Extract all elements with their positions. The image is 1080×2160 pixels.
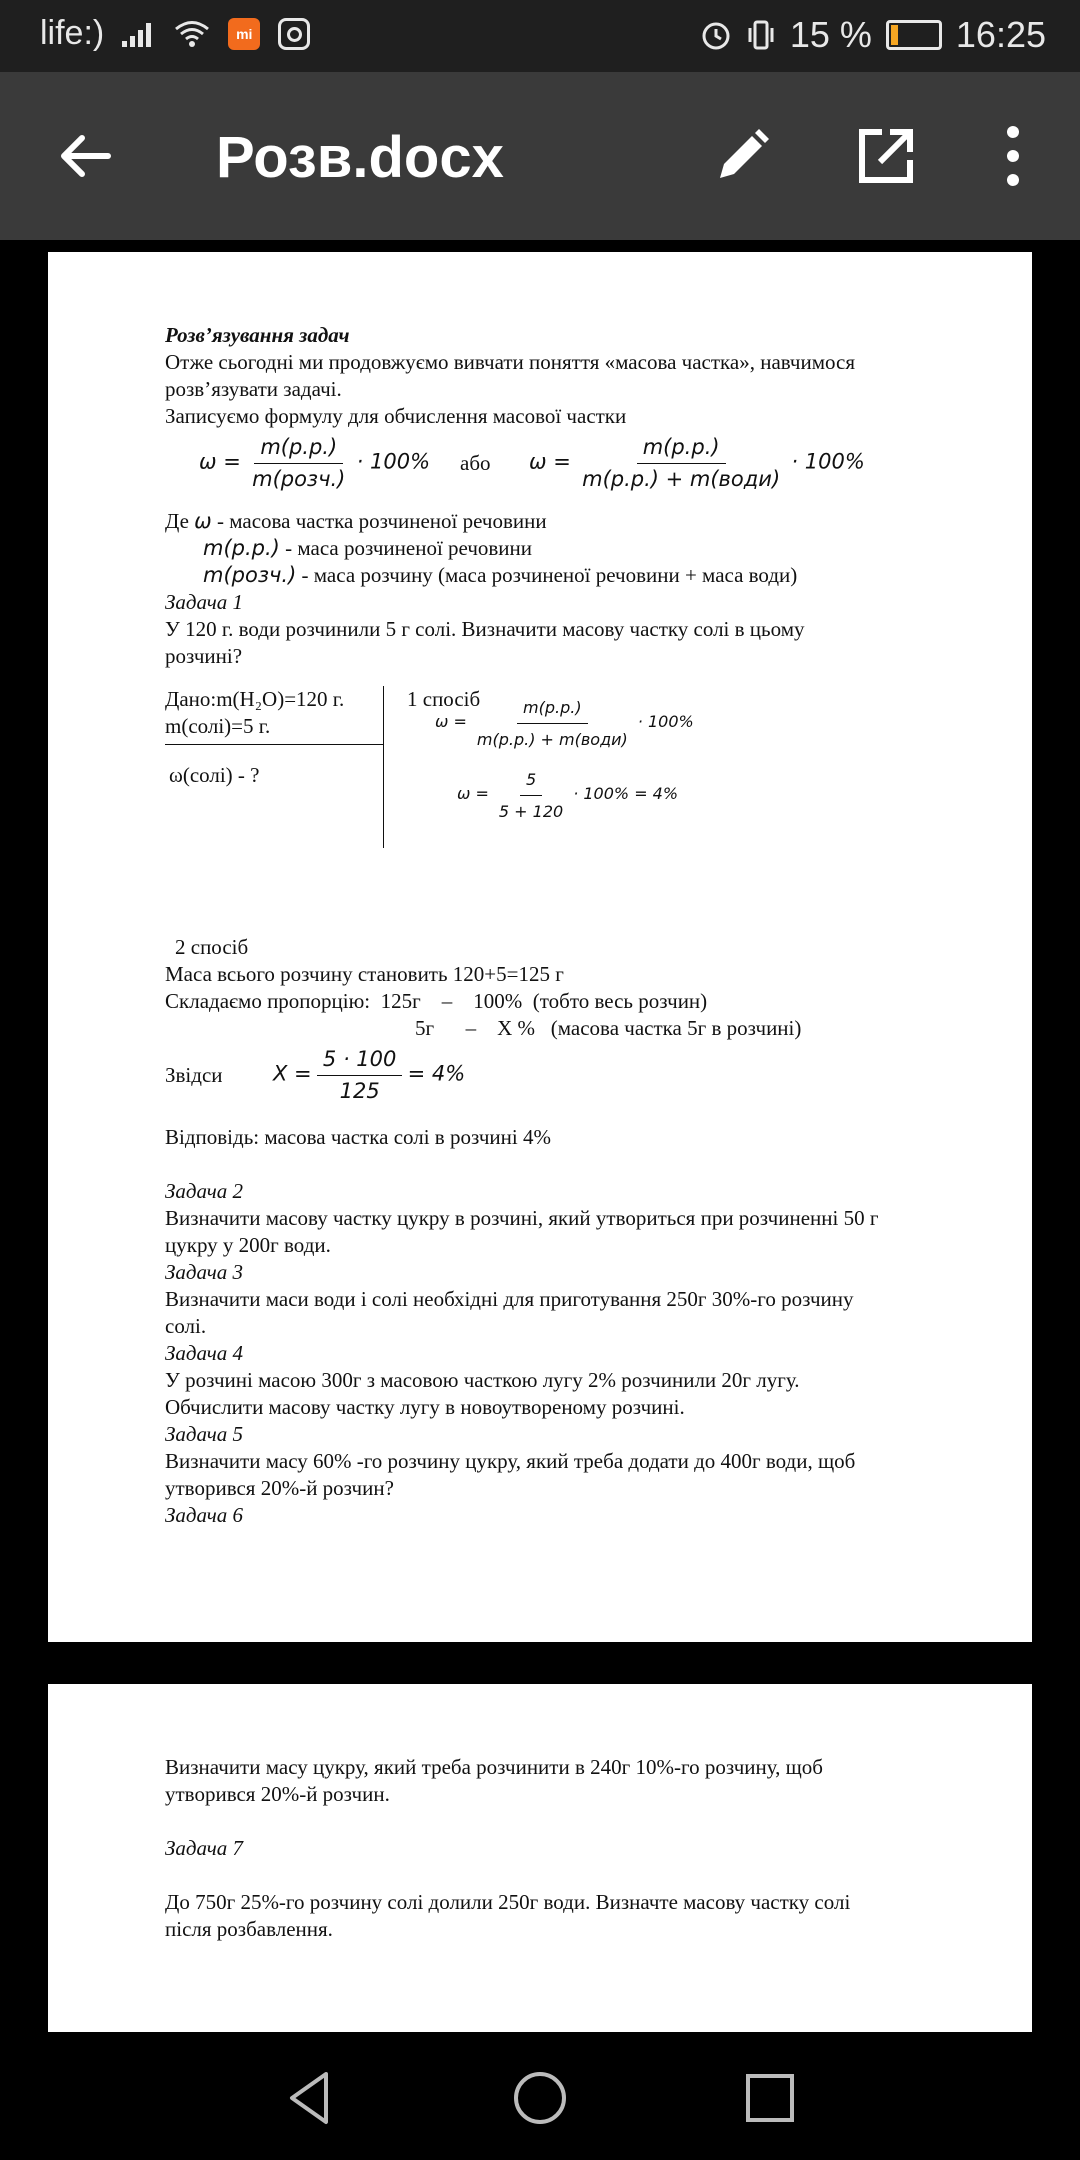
mass-total: Маса всього розчину становить 120+5=125 г xyxy=(165,962,564,986)
battery-icon xyxy=(886,20,942,50)
battery-percent: 15 % xyxy=(789,14,872,55)
nav-back-icon[interactable] xyxy=(280,2068,340,2128)
legend-omega: Де ω - масова частка розчиненої речовини xyxy=(165,509,547,533)
document-title: Розв.docx xyxy=(216,125,504,190)
task-text: Визначити масу цукру, який треба розчинити в 240г 10%-го розчину, щоб xyxy=(165,1755,823,1779)
page-2-content xyxy=(165,1754,945,1943)
intro-line: розв’язувати задачі. xyxy=(165,377,342,401)
clock: 16:25 xyxy=(955,14,1046,55)
solution-formula: ω = $\frac{m(р.р.)}{\text{m(р.р.) + m(води)}}$ · 100% xyxy=(435,694,694,753)
task-title: Задача 4 xyxy=(165,1341,244,1365)
proportion-line: 5г – Х % (масова частка 5г в розчині) xyxy=(415,1016,802,1040)
way-1-label: 1 спосіб xyxy=(407,687,481,711)
task-title: Задача 5 xyxy=(165,1422,244,1446)
given-solution-block xyxy=(165,686,945,856)
nav-home-icon[interactable] xyxy=(510,2068,570,2128)
task-text: Визначити маси води і солі необхідні для приготування 250г 30%-го розчину xyxy=(165,1287,854,1311)
task-text: утворився 20%-й розчин. xyxy=(165,1782,390,1806)
task-text: У розчині масою 300г з масовою часткою лугу 2% розчинили 20г лугу. xyxy=(165,1368,800,1392)
mass-fraction-formula-2: ω = $\frac{m(р.р.)}{\text{m(р.р.) + m(води)}}$ · 100% xyxy=(529,435,865,491)
intro-line: Отже сьогодні ми продовжуємо вивчати поняття «масова частка», навчимося xyxy=(165,350,856,374)
hence-label: Звідси xyxy=(165,1063,223,1087)
or-label: або xyxy=(460,451,491,475)
task-text: Визначити масову частку цукру в розчині, який утвориться при розчиненні 50 г xyxy=(165,1206,879,1230)
formula-intro: Записуємо формулу для обчислення масової частки xyxy=(165,404,627,428)
task-title: Задача 2 xyxy=(165,1179,244,1203)
status-bar xyxy=(0,0,1080,72)
task-title: Задача 6 xyxy=(165,1503,244,1527)
open-external-icon[interactable] xyxy=(856,126,916,186)
mass-fraction-formula-1: ω = $\frac{m(р.р.)}{\text{m(розч.)}}$ · 100% xyxy=(199,435,431,491)
page-1-content xyxy=(165,322,945,1529)
task-title: Задача 1 xyxy=(165,590,244,614)
task-title: Задача 3 xyxy=(165,1260,244,1284)
task-text: Визначити масу 60% -го розчину цукру, який треба додати до 400г води, щоб xyxy=(165,1449,856,1473)
app-toolbar xyxy=(0,72,1080,240)
document-page-2[interactable] xyxy=(48,1684,1032,2032)
signal-icon xyxy=(122,21,156,47)
task-text: розчині? xyxy=(165,644,243,668)
task-text: До 750г 25%-го розчину солі долили 250г води. Визначте масову частку солі xyxy=(165,1890,851,1914)
nav-recents-icon[interactable] xyxy=(740,2068,800,2128)
task-text: Обчислити масову частку лугу в новоутвореному розчині. xyxy=(165,1395,685,1419)
given-mass-salt: m(солі)=5 г. xyxy=(165,714,271,738)
solution-numeric: ω = $\frac{5}{5 + 120}$ · 100% = 4% xyxy=(457,766,678,825)
more-vert-icon[interactable] xyxy=(998,124,1028,188)
task-title: Задача 7 xyxy=(165,1836,244,1860)
proportion-line: Складаємо пропорцію: 125г – 100% (тобто весь розчин) xyxy=(165,989,708,1013)
vibrate-icon xyxy=(746,19,776,51)
wifi-icon xyxy=(174,20,210,48)
task-text: після розбавлення. xyxy=(165,1917,333,1941)
task-text: У 120 г. води розчинили 5 г солі. Визначити масову частку солі в цьому xyxy=(165,617,805,641)
x-formula: X = $\frac{5 \cdot 100}{125}$ = 4% xyxy=(273,1047,466,1103)
doc-heading: Розв’язування задач xyxy=(165,323,350,347)
task-text: утворився 20%-й розчин? xyxy=(165,1476,394,1500)
document-page-1[interactable] xyxy=(48,252,1032,1642)
find-omega: ω(солі) - ? xyxy=(169,763,260,787)
alarm-icon xyxy=(700,19,732,51)
system-nav-bar xyxy=(0,2032,1080,2160)
mi-app-icon: mi xyxy=(228,18,260,50)
legend-solute-mass: m(р.р.) - маса розчиненої речовини xyxy=(203,536,533,560)
x-formula-row xyxy=(165,1042,945,1104)
carrier-label: life:) xyxy=(40,14,105,52)
way-2-label: 2 спосіб xyxy=(175,935,249,959)
task-text: солі. xyxy=(165,1314,207,1338)
given-divider-vertical xyxy=(383,686,384,848)
given-mass-water: Дано:m(H₂O)=120 г. xyxy=(165,687,345,711)
task-text: цукру у 200г води. xyxy=(165,1233,331,1257)
back-arrow-icon[interactable] xyxy=(56,126,116,186)
edit-pencil-icon[interactable] xyxy=(712,126,772,186)
answer: Відповідь: масова частка солі в розчині 4% xyxy=(165,1125,551,1149)
legend-solution-mass: m(розч.) - маса розчину (маса розчиненої речовини + маса води) xyxy=(203,563,798,587)
formula-row xyxy=(165,430,945,492)
given-divider-horizontal xyxy=(165,744,383,745)
instagram-icon xyxy=(278,18,310,50)
